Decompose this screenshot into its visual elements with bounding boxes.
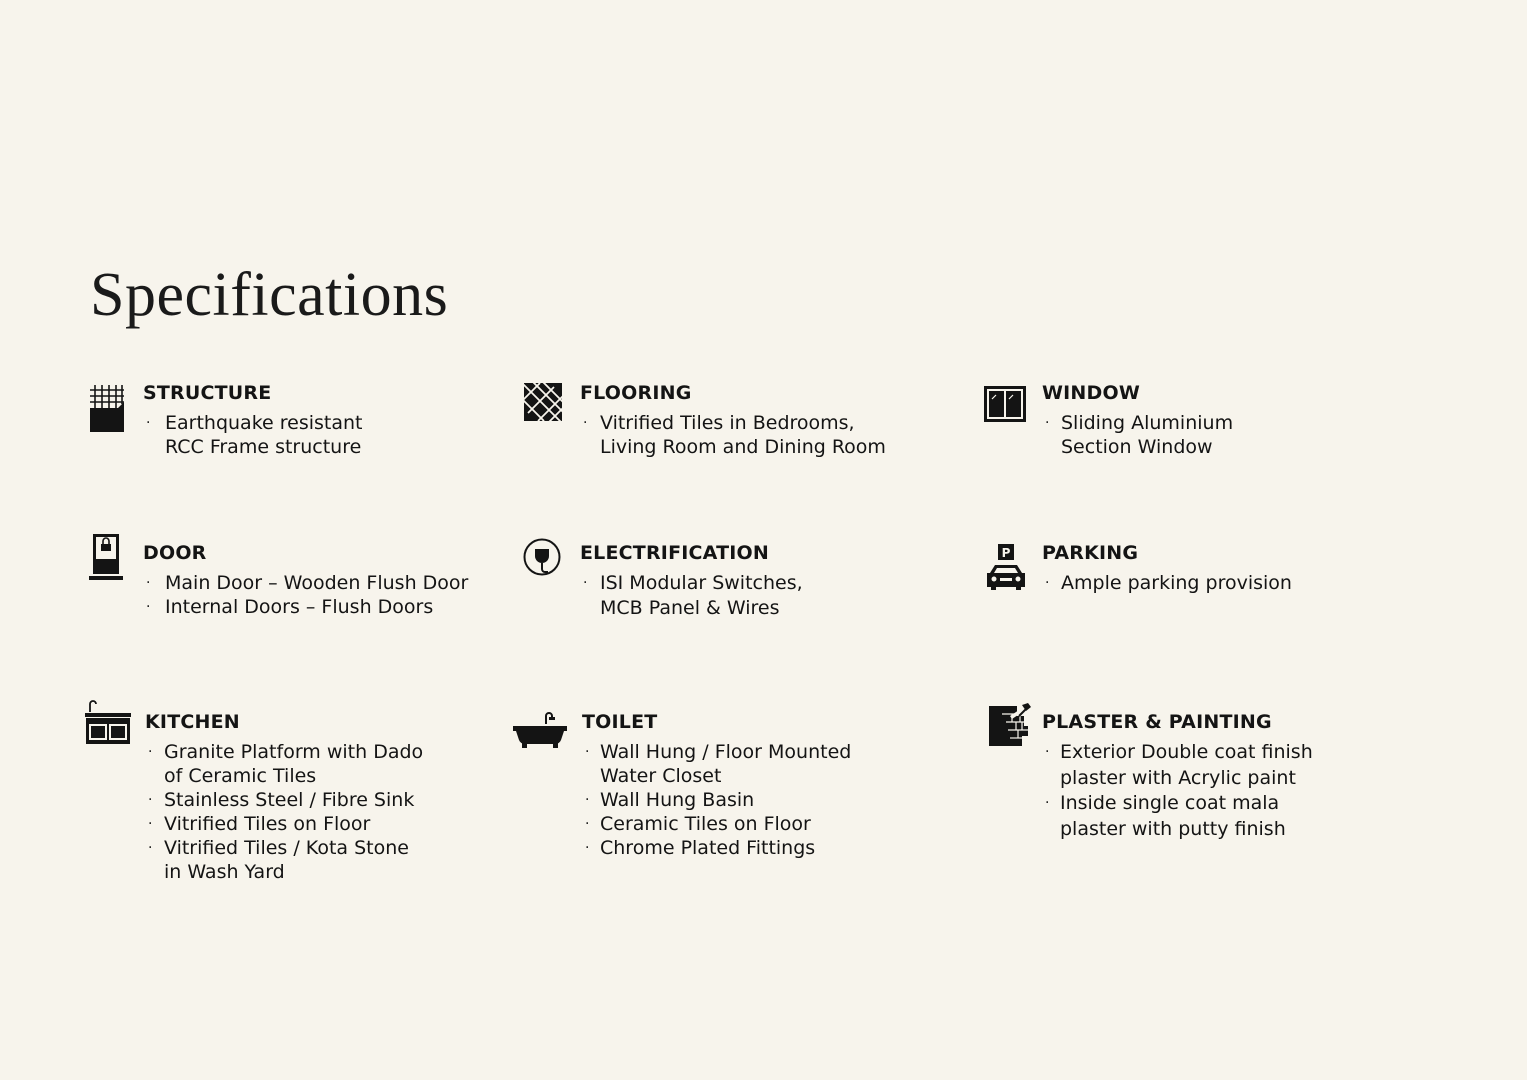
list-item: [143, 571, 468, 595]
item-line: Living Room and Dining Room: [600, 436, 886, 458]
toilet-icon: [512, 712, 568, 750]
item-line: RCC Frame structure: [165, 436, 362, 458]
list-item: [1042, 791, 1313, 842]
bullet: ·: [585, 792, 590, 808]
item-line: Chrome Plated Fittings: [600, 837, 816, 859]
spec-heading: FLOORING: [580, 382, 692, 404]
item-line: Water Closet: [600, 765, 722, 787]
plaster-painting-icon: [988, 702, 1034, 748]
list-item: [1042, 411, 1233, 459]
list-item: [145, 836, 423, 884]
item-line: ISI Modular Switches,: [600, 572, 803, 594]
bullet: ·: [148, 744, 153, 760]
item-line: Internal Doors – Flush Doors: [165, 596, 434, 618]
bullet: ·: [1045, 795, 1050, 811]
item-line: in Wash Yard: [164, 861, 285, 883]
item-line: of Ceramic Tiles: [164, 765, 317, 787]
list-item: [582, 740, 851, 788]
door-icon: [88, 533, 124, 583]
bullet: ·: [146, 599, 151, 615]
spec-list: [1042, 411, 1233, 459]
bullet: ·: [583, 415, 588, 431]
spec-list: [143, 411, 363, 459]
bullet: ·: [146, 575, 151, 591]
list-item: [582, 812, 851, 836]
list-item: [582, 836, 851, 860]
list-item: [145, 740, 423, 788]
spec-list: [580, 571, 803, 621]
spec-list: [143, 571, 468, 619]
window-icon: [983, 385, 1027, 423]
list-item: [143, 595, 468, 619]
item-line: Earthquake resistant: [165, 412, 363, 434]
item-line: Ample parking provision: [1061, 572, 1292, 594]
item-line: Sliding Aluminium: [1061, 412, 1234, 434]
list-item: [1042, 740, 1313, 791]
bullet: ·: [585, 840, 590, 856]
item-line: Wall Hung Basin: [600, 789, 755, 811]
list-item: [145, 812, 423, 836]
spec-heading: ELECTRIFICATION: [580, 542, 769, 564]
list-item: [580, 571, 803, 621]
spec-heading: WINDOW: [1042, 382, 1141, 404]
bullet: ·: [1045, 575, 1050, 591]
bullet: ·: [583, 575, 588, 591]
spec-list: [580, 411, 886, 459]
spec-heading: PLASTER & PAINTING: [1042, 711, 1272, 733]
item-line: MCB Panel & Wires: [600, 597, 780, 619]
item-line: Ceramic Tiles on Floor: [600, 813, 811, 835]
structure-icon: [88, 384, 126, 434]
electrification-icon: [522, 537, 564, 579]
item-line: plaster with putty finish: [1060, 817, 1286, 840]
spec-list: [145, 740, 423, 884]
item-line: Granite Platform with Dado: [164, 741, 424, 763]
spec-heading: DOOR: [143, 542, 207, 564]
list-item: [582, 788, 851, 812]
parking-icon: [984, 543, 1028, 593]
item-line: plaster with Acrylic paint: [1060, 766, 1296, 789]
bullet: ·: [148, 792, 153, 808]
bullet: ·: [585, 744, 590, 760]
item-line: Vitrified Tiles / Kota Stone: [164, 837, 409, 859]
spec-heading: KITCHEN: [145, 711, 240, 733]
bullet: ·: [148, 840, 153, 856]
item-line: Section Window: [1061, 436, 1213, 458]
flooring-icon: [524, 383, 562, 421]
item-line: Inside single coat mala: [1060, 792, 1280, 814]
list-item: [143, 411, 363, 459]
list-item: [145, 788, 423, 812]
item-line: Exterior Double coat finish: [1060, 741, 1313, 763]
item-line: Vitrified Tiles in Bedrooms,: [600, 412, 855, 434]
bullet: ·: [1045, 415, 1050, 431]
kitchen-icon: [84, 700, 132, 746]
spec-heading: STRUCTURE: [143, 382, 272, 404]
bullet: ·: [1045, 744, 1050, 760]
item-line: Vitrified Tiles on Floor: [164, 813, 371, 835]
spec-list: [582, 740, 851, 860]
item-line: Main Door – Wooden Flush Door: [165, 572, 469, 594]
list-item: [580, 411, 886, 459]
bullet: ·: [148, 816, 153, 832]
spec-heading: TOILET: [582, 711, 658, 733]
item-line: Wall Hung / Floor Mounted: [600, 741, 852, 763]
spec-list: [1042, 571, 1292, 595]
bullet: ·: [585, 816, 590, 832]
spec-list: [1042, 740, 1313, 842]
item-line: Stainless Steel / Fibre Sink: [164, 789, 415, 811]
list-item: [1042, 571, 1292, 595]
spec-heading: PARKING: [1042, 542, 1139, 564]
svg-text:P: P: [1001, 546, 1011, 560]
page-title: Specifications: [90, 261, 449, 329]
bullet: ·: [146, 415, 151, 431]
